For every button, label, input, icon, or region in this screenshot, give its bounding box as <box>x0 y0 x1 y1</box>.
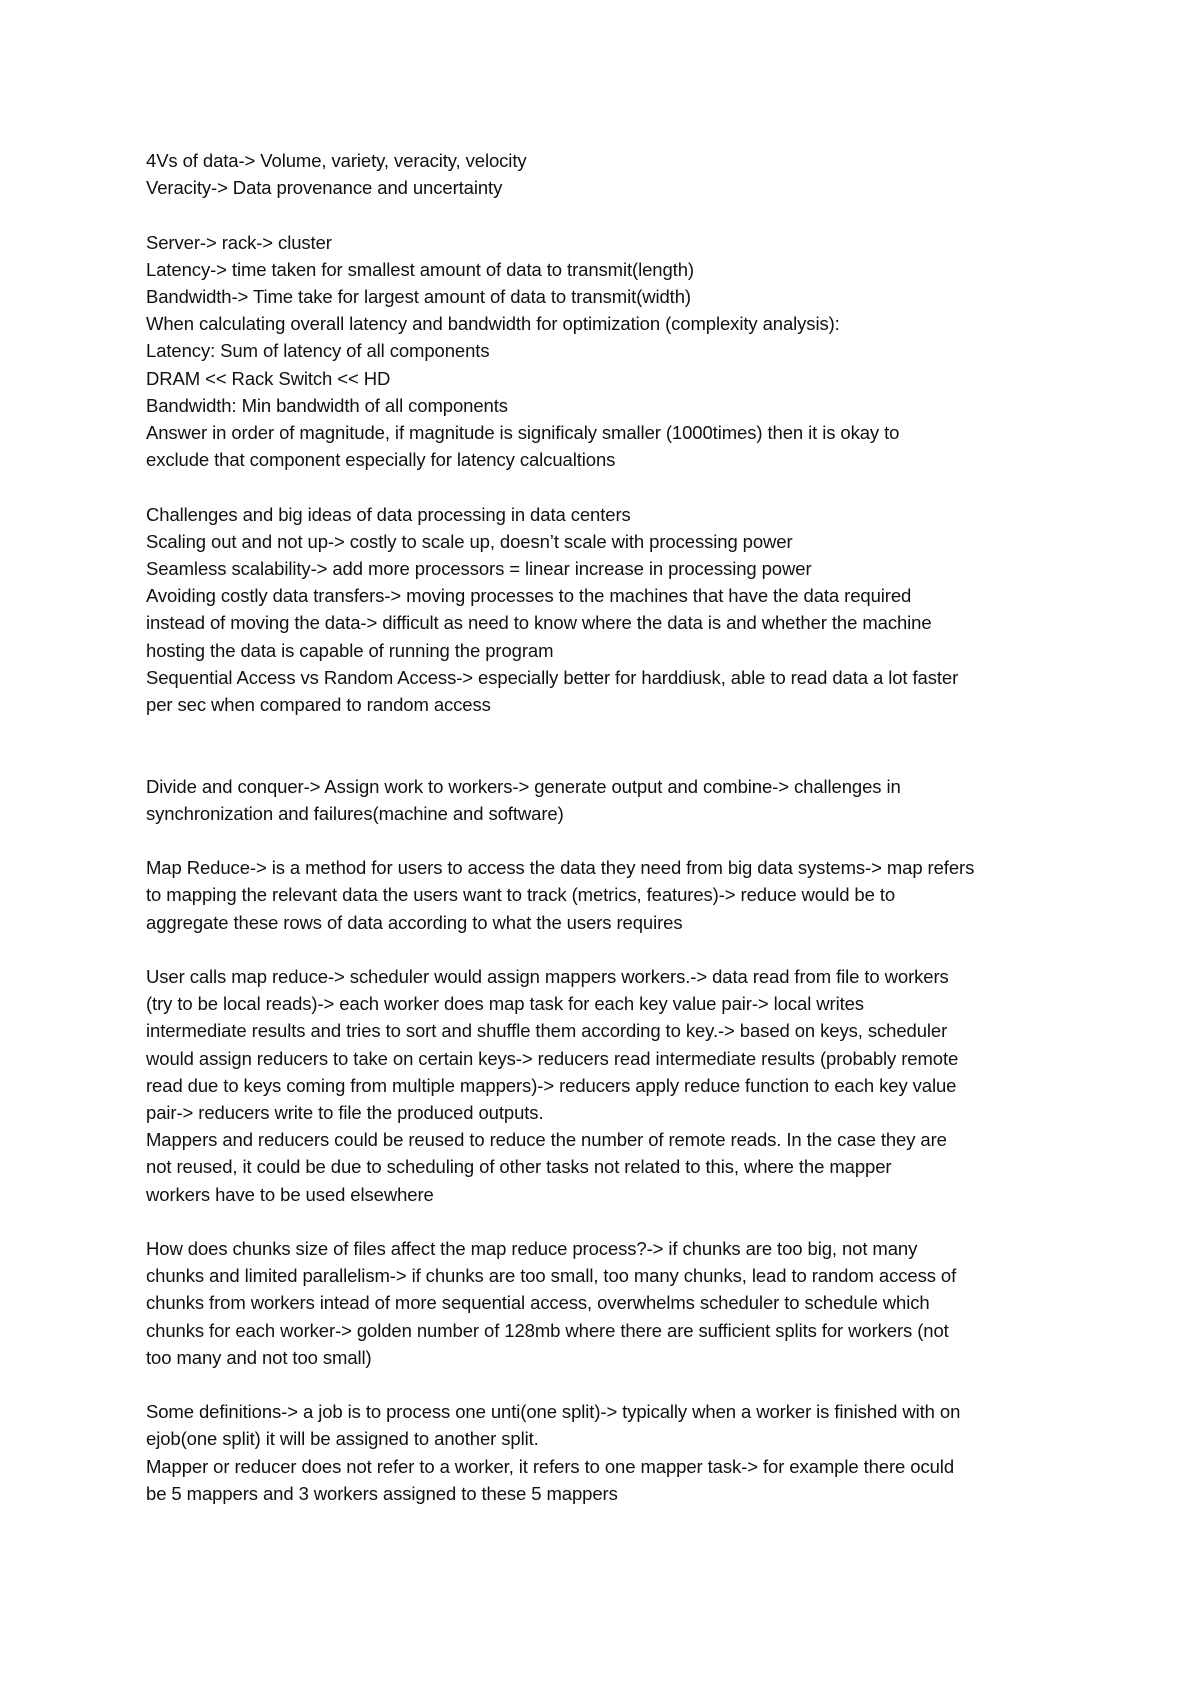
blank-line <box>146 1208 1086 1235</box>
text-line: not reused, it could be due to scheduling of other tasks not related to this, where the mapper <box>146 1156 892 1178</box>
text-line: Veracity-> Data provenance and uncertainty <box>146 177 503 199</box>
text-line: Bandwidth-> Time take for largest amount of data to transmit(width) <box>146 286 691 307</box>
text-line: to mapping the relevant data the users want to track (metrics, features)-> reduce would be to <box>146 884 896 906</box>
text-line: Avoiding costly data transfers-> moving processes to the machines that have the data required <box>146 585 912 607</box>
blank-line <box>146 936 1086 963</box>
text-line: Latency-> time taken for smallest amount of data to transmit(length) <box>146 258 694 280</box>
text-line: read due to keys coming from multiple mappers)-> reducers apply reduce function to each key value <box>146 1074 957 1096</box>
blank-line <box>146 201 1086 228</box>
text-line: Mappers and reducers could be reused to reduce the number of remote reads. In the case they are <box>146 1129 947 1151</box>
text-line: be 5 mappers and 3 workers assigned to these 5 mappers <box>146 1482 618 1504</box>
text-line: Some definitions-> a job is to process one unti(one split)-> typically when a worker is finished with on <box>146 1401 961 1423</box>
text-line: exclude that component especially for latency calcualtions <box>146 449 616 471</box>
text-line: intermediate results and tries to sort and shuffle them according to key.-> based on keys, scheduler <box>146 1020 948 1042</box>
blank-line <box>146 827 1086 854</box>
blank-line <box>146 745 1086 772</box>
text-line: would assign reducers to take on certain keys-> reducers read intermediate results (probably remote <box>146 1047 959 1069</box>
blank-line <box>146 473 1086 500</box>
text-line: User calls map reduce-> scheduler would assign mappers workers.-> data read from file to workers <box>146 966 949 987</box>
text-line: pair-> reducers write to file the produced outputs. <box>146 1102 544 1124</box>
text-line: chunks and limited parallelism-> if chunks are too small, too many chunks, lead to random access of <box>146 1265 957 1287</box>
text-line: Map Reduce-> is a method for users to access the data they need from big data systems-> map refers <box>146 857 975 879</box>
text-line: When calculating overall latency and bandwidth for optimization (complexity analysis): <box>146 313 840 335</box>
blank-line <box>146 718 1086 745</box>
text-line: Server-> rack-> cluster <box>146 231 332 253</box>
text-line: Bandwidth: Min bandwidth of all components <box>146 394 508 416</box>
text-line: too many and not too small) <box>146 1346 372 1368</box>
text-line: 4Vs of data-> Volume, variety, veracity, velocity <box>146 150 527 171</box>
text-line: Divide and conquer-> Assign work to workers-> generate output and combine-> challenges in <box>146 775 901 797</box>
text-line: Seamless scalability-> add more processors = linear increase in processing power <box>146 558 812 580</box>
text-line: Scaling out and not up-> costly to scale up, doesn’t scale with processing power <box>146 530 793 552</box>
text-line: chunks for each worker-> golden number of 128mb where there are sufficient splits for workers (not <box>146 1319 949 1341</box>
text-line: (try to be local reads)-> each worker does map task for each key value pair-> local writes <box>146 993 864 1015</box>
text-line: Mapper or reducer does not refer to a worker, it refers to one mapper task-> for example there oculd <box>146 1455 955 1477</box>
text-line: synchronization and failures(machine and software) <box>146 802 564 824</box>
text-line: instead of moving the data-> difficult as need to know where the data is and whether the machine <box>146 612 932 634</box>
text-line: per sec when compared to random access <box>146 694 491 716</box>
text-line: Sequential Access vs Random Access-> especially better for harddiusk, able to read data a lot faster <box>146 666 959 688</box>
text-line: ejob(one split) it will be assigned to another split. <box>146 1428 539 1450</box>
text-line: Latency: Sum of latency of all components <box>146 340 490 362</box>
text-line: hosting the data is capable of running the program <box>146 639 554 661</box>
document-body <box>146 147 1086 1507</box>
text-line: chunks from workers intead of more sequential access, overwhelms scheduler to schedule which <box>146 1292 930 1314</box>
text-line: How does chunks size of files affect the map reduce process?-> if chunks are too big, not many <box>146 1238 918 1260</box>
text-line: aggregate these rows of data according to what the users requires <box>146 911 683 933</box>
text-line: Challenges and big ideas of data processing in data centers <box>146 503 631 525</box>
text-line: DRAM << Rack Switch << HD <box>146 367 391 389</box>
text-line: workers have to be used elsewhere <box>146 1183 434 1205</box>
blank-line <box>146 1371 1086 1398</box>
text-line: Answer in order of magnitude, if magnitude is significaly smaller (1000times) then it is okay to <box>146 422 900 444</box>
